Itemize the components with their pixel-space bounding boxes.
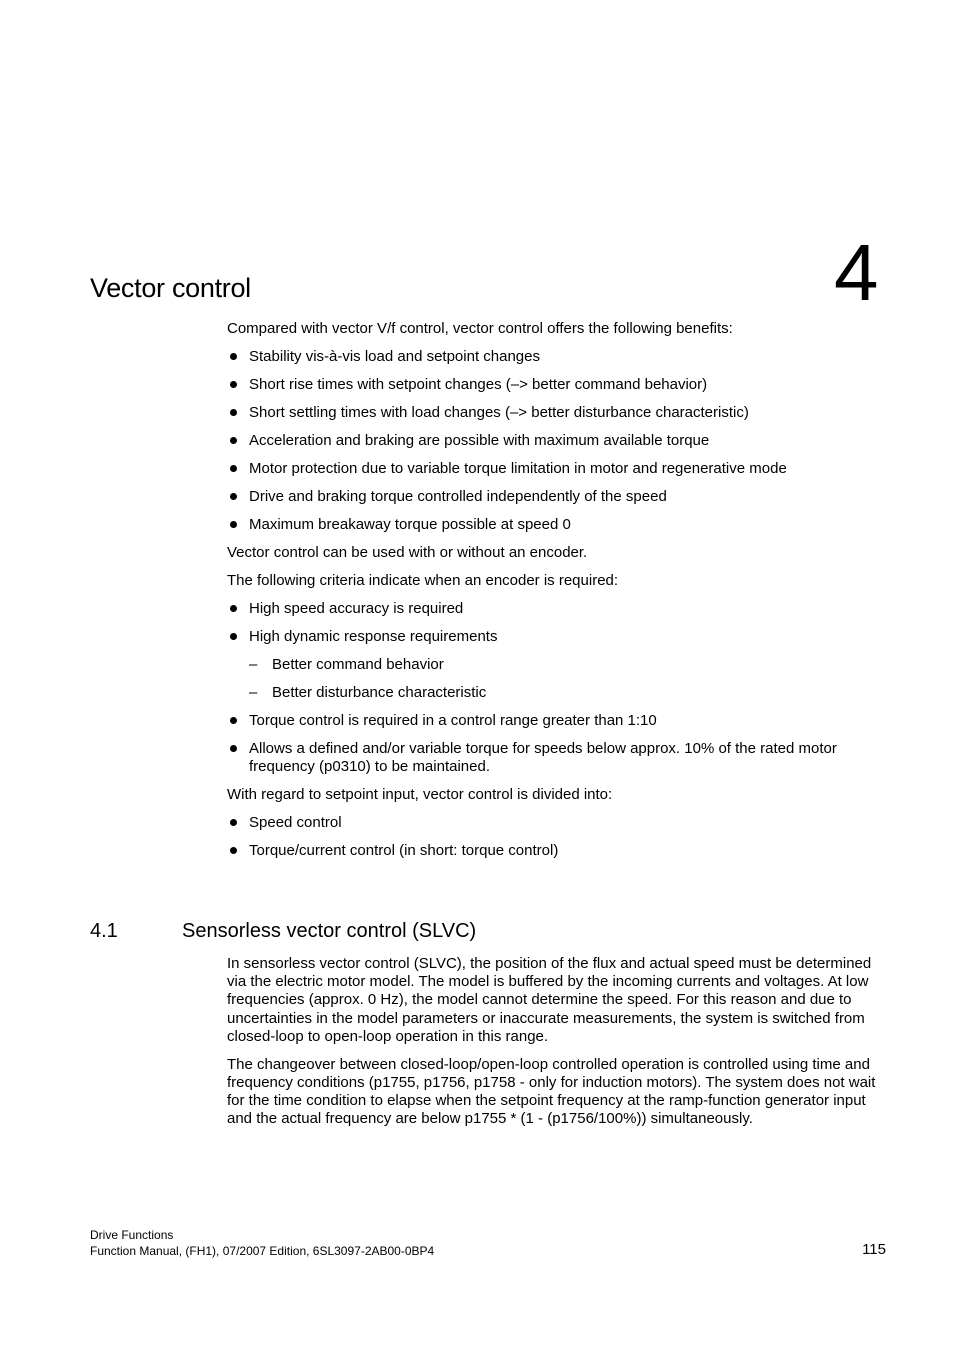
list-item [227,348,887,366]
list-item-text: High dynamic response requirements [249,628,498,645]
list-item [227,516,887,534]
list-item-text: Torque/current control (in short: torque control) [249,842,559,860]
sub-list-item [227,656,887,674]
list-item [227,376,887,394]
list-item-text: Maximum breakaway torque possible at speed 0 [249,516,571,533]
setpoint-intro: With regard to setpoint input, vector control is divided into: [227,786,613,804]
list-item-text: Stability vis-à-vis load and setpoint changes [249,348,540,365]
bullet-icon [230,847,237,854]
sub-list-item [227,684,887,702]
footer [90,1227,434,1259]
section-title: Sensorless vector control (SLVC) [182,920,477,942]
list-item [227,712,887,730]
chapter-body [227,320,887,870]
list-item [227,404,887,422]
sub-list-item-text: Better command behavior [272,656,444,673]
sub-list-item-text: Better disturbance characteristic [272,684,487,701]
bullet-icon [230,409,237,416]
list-item-text: Acceleration and braking are possible with maximum available torque [249,432,710,449]
bullet-icon [230,465,237,472]
section-body [227,955,887,1138]
dash-icon: – [249,656,258,673]
bullet-icon [230,381,237,388]
bullet-icon [230,819,237,826]
bullet-icon [230,493,237,500]
list-item-text: Short rise times with setpoint changes (–> better command behavior) [249,376,708,393]
dash-icon: – [249,684,258,701]
chapter-title: Vector control [90,273,251,303]
list-item-text: Motor protection due to variable torque limitation in motor and regenerative mode [249,460,787,477]
list-item-text: Short settling times with load changes (–> better disturbance characteristic) [249,404,749,421]
list-item-text: Allows a defined and/or variable torque for speeds below approx. 10% of the rated motor frequency (p0310) to be maintained. [249,740,837,776]
bullet-icon [230,521,237,528]
bullet-icon [230,633,237,640]
bullet-icon [230,353,237,360]
list-item-text: High speed accuracy is required [249,600,464,617]
intro-paragraph: Compared with vector V/f control, vector control offers the following benefits: [227,320,733,337]
footer-title: Drive Functions [90,1228,174,1242]
encoder-paragraph: Vector control can be used with or without an encoder. [227,544,588,561]
list-item [227,432,887,450]
bullet-icon [230,437,237,444]
list-item [227,628,887,646]
page-number: 115 [862,1241,886,1258]
list-item [227,814,887,832]
section-paragraph-1: In sensorless vector control (SLVC), the position of the flux and actual speed must be determined via the electric motor model. The model is buffered by the incoming currents and voltages. At low frequencies (approx. 0 Hz), the model cannot determine the speed. For this reason and due to uncertainties in the model parameters or inaccurate measurements, the system is switched from closed-loop to open-loop operation in this range. [227,955,872,1045]
section-paragraph-2: The changeover between closed-loop/open-loop controlled operation is controlled using time and frequency conditions (p1755, p1756, p1758 - only for induction motors). The system does not wait for the time condition to elapse when the setpoint frequency at the ramp-function generator input and the actual frequency are below p1755 * (1 - (p1756/100%)) simultaneously. [227,1055,876,1128]
chapter-number: 4 [834,228,879,317]
footer-edition: Function Manual, (FH1), 07/2007 Edition, 6SL3097-2AB00-0BP4 [90,1244,435,1258]
list-item-text: Drive and braking torque controlled independently of the speed [249,488,667,505]
list-item-text: Torque control is required in a control range greater than 1:10 [249,712,657,729]
section-heading [90,917,476,945]
bullet-icon [230,745,237,752]
list-item [227,740,887,776]
list-item [227,600,887,618]
list-item [227,460,887,478]
criteria-intro: The following criteria indicate when an encoder is required: [227,572,619,589]
list-item [227,842,887,860]
list-item [227,488,887,506]
bullet-icon [230,605,237,612]
section-number: 4.1 [90,920,118,942]
list-item-text: Speed control [249,814,342,832]
bullet-icon [230,717,237,724]
